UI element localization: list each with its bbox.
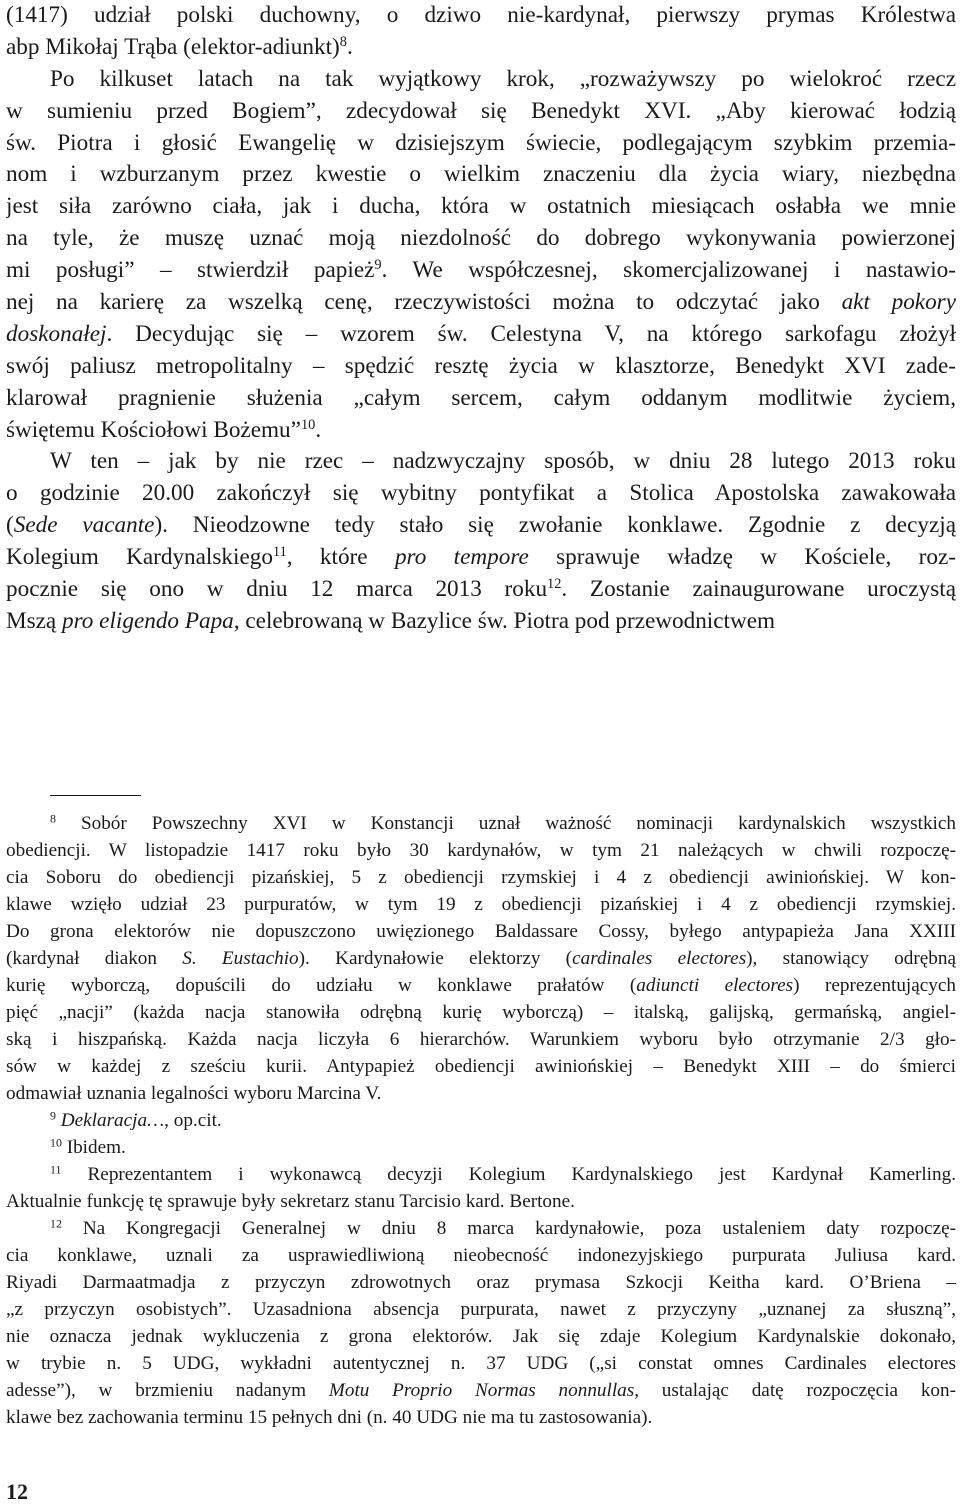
italic-text: S. Eustachio	[182, 948, 299, 969]
text-run: . Decydując się – wzorem św. Celestyna V, na którego sarkofagu złożył	[106, 320, 956, 347]
footnote-line	[6, 837, 956, 864]
body-line	[6, 510, 956, 542]
text-run: , ustalając datę rozpoczęcia kon-	[634, 1380, 956, 1401]
text-run: o godzinie 20.00 zakończył się wybitny pontyfikat a Stolica Apostolska zawakowała	[6, 480, 956, 507]
body-line	[6, 574, 956, 606]
text-run: cia konklawe, uznali za usprawiedliwioną nieobecność indonezyjskiego purpurata Juliusa kard.	[6, 1245, 956, 1266]
body-line	[6, 32, 956, 64]
footnote-line	[6, 999, 956, 1026]
footnotes	[6, 810, 956, 1431]
footnote-ref: 12	[547, 576, 562, 593]
body-line	[6, 159, 956, 191]
footnote-ref: 9	[374, 257, 382, 274]
text-run: klawe wzięło udział 23 purpuratów, w tym 19 z obediencji pizańskiej i 4 z obediencji rzymskiej.	[6, 894, 956, 915]
footnote-line	[6, 1350, 956, 1377]
text-run: Ibidem.	[61, 1137, 126, 1158]
body-line	[6, 415, 956, 447]
text-run: na tyle, że muszę uznać moją niezdolność do dobrego wykonywania powierzonej	[6, 225, 956, 252]
italic-text: Deklaracja…	[60, 1110, 165, 1131]
page-number: 12	[6, 1479, 28, 1504]
footnote-line	[6, 810, 956, 837]
italic-text: pro tempore	[394, 544, 529, 571]
text-run: Mszą	[6, 607, 63, 634]
footnote-line	[6, 1053, 956, 1080]
footnote-line	[6, 1107, 956, 1134]
text-run: adesse”), w brzmieniu nadanym	[6, 1380, 329, 1401]
italic-text: akt pokory	[841, 289, 956, 316]
text-run: Sobór Powszechny XVI w Konstancji uznał ważność nominacji kardynalskich wszystkich	[55, 813, 956, 834]
footnote-line	[6, 1026, 956, 1053]
footnote-line	[6, 1377, 956, 1404]
footnote-line	[6, 864, 956, 891]
footnote-ref: 10	[300, 416, 316, 433]
text-run: w sumieniu przed Bogiem”, zdecydował się Benedykt XVI. „Aby kierować łodzią	[6, 97, 956, 124]
text-run: Aktualnie funkcję tę sprawuje były sekretarz stanu Tarcisio kard. Bertone.	[6, 1191, 575, 1212]
footnote-ref: 12	[50, 1216, 62, 1231]
italic-text: Sede vacante	[13, 512, 155, 539]
text-run: jest siła zarówno ciała, jak i ducha, która w ostatnich miesiącach osłabła we mnie	[6, 193, 956, 220]
text-run: nie oznacza jednak wykluczenia z grona elektorów. Jak się zdaje Kolegium Kardynalskie dokonało,	[6, 1326, 956, 1347]
italic-text: doskonałej	[6, 320, 107, 347]
text-run: klarował pragnienie służenia „całym sercem, całym oddanym modlitwie życiem,	[6, 384, 956, 411]
footnote-line	[6, 918, 956, 945]
text-run: sów w każdej z sześciu kurii. Antypapież obediencji awiniońskiej – Benedykt XIII – do śmierci	[6, 1056, 956, 1077]
body-line	[6, 191, 956, 223]
footnote-line	[6, 1188, 956, 1215]
footnote-line	[6, 1215, 956, 1242]
body-line	[6, 383, 956, 415]
text-run: Kolegium Kardynalskiego	[6, 544, 273, 571]
text-run: nej na karierę za wszelką cenę, rzeczywistości można to odczytać jako	[6, 289, 842, 316]
text-run: świętemu Kościołowi Bożemu”	[6, 416, 301, 443]
italic-text: Motu Proprio Normas nonnullas	[328, 1380, 635, 1401]
text-run: św. Piotra i głosić Ewangelię w dzisiejszym świecie, podlegającym szybkim przemia-	[6, 129, 956, 156]
text-run: .	[315, 416, 322, 443]
body-line	[6, 96, 956, 128]
body-line	[6, 478, 956, 510]
text-run: Do grona elektorów nie dopuszczono uwięzionego Baldassare Cossy, byłego antypapieża Jana XXIII	[6, 921, 956, 942]
footnote-line	[6, 1161, 956, 1188]
footnote-line	[6, 1080, 956, 1107]
text-run: , które	[286, 544, 395, 571]
text-run: ską i hiszpańską. Każda nacja liczyła 6 hierarchów. Warunkiem wyboru było otrzymanie 2/3 gło-	[6, 1029, 956, 1050]
footnote-separator	[50, 795, 141, 796]
body-line	[6, 255, 956, 287]
text-run: odmawiał uznania legalności wyboru Marcina V.	[6, 1083, 382, 1104]
text-run: „z przyczyn osobistych”. Uzasadniona absencja purpurata, nawet z przyczyny „uznanej za słuszną”,	[6, 1299, 956, 1320]
text-run: w trybie n. 5 UDG, wykładni autentycznej n. 37 UDG („si constat omnes Cardinales electores	[6, 1353, 956, 1374]
footnote-line	[6, 891, 956, 918]
footnote-ref: 8	[339, 33, 347, 50]
text-run: Reprezentantem i wykonawcą decyzji Kolegium Kardynalskiego jest Kardynał Kamerling.	[61, 1164, 956, 1185]
text-run: sprawuje władzę w Kościele, roz-	[528, 544, 956, 571]
footnote-ref: 11	[272, 544, 287, 561]
text-run: kurię wyborczą, dopuścili do udziału w konklawe prałatów (	[6, 975, 637, 996]
footnote-line	[6, 945, 956, 972]
footnote-line	[6, 972, 956, 999]
text-run: ). Kardynałowie elektorzy (	[298, 948, 573, 969]
text-run: Riyadi Darmaatmadja z przyczyn zdrowotnych oraz prymasa Szkocji Keitha kard. O’Briena –	[6, 1272, 956, 1293]
text-run: pocznie się ono w dniu 12 marca 2013 roku	[6, 576, 548, 603]
text-run: ), stanowiący odrębną	[746, 948, 956, 969]
text-run: nom i wzburzanym przez kwestie o wielkim znaczeniu dla życia wiary, niezbędna	[6, 161, 956, 188]
text-run: Na Kongregacji Generalnej w dniu 8 marca kardynałowie, poza ustaleniem daty rozpoczę-	[61, 1218, 956, 1239]
text-run: mi posługi” – stwierdził papież	[6, 257, 375, 284]
italic-text: adiuncti electores	[636, 975, 794, 996]
text-run: Po kilkuset latach na tak wyjątkowy krok, „rozważywszy po wielokroć rzecz	[50, 65, 956, 92]
text-run: , celebrowaną w Bazylice św. Piotra pod przewodnictwem	[233, 607, 776, 634]
footnote-line	[6, 1242, 956, 1269]
body-line	[6, 64, 956, 96]
body-line	[6, 351, 956, 383]
main-text	[6, 0, 956, 638]
text-run: cia Soboru do obediencji pizańskiej, 5 z obediencji rzymskiej i 4 z obediencji awiniońskiej. W kon-	[6, 867, 956, 888]
body-line	[6, 0, 956, 32]
text-run: klawe bez zachowania terminu 15 pełnych dni (n. 40 UDG nie ma tu zastosowania).	[6, 1407, 653, 1428]
body-line	[6, 542, 956, 574]
italic-text: pro eligendo Papa	[62, 607, 234, 634]
text-run: abp Mikołaj Trąba (elektor-adiunkt)	[6, 33, 340, 60]
body-line	[6, 446, 956, 478]
footnote-line	[6, 1323, 956, 1350]
body-line	[6, 128, 956, 160]
text-run: pięć „nacji” (każda nacja stanowiła odrębną kurię wyborczą) – italską, galijską, germańską, angiel-	[6, 1002, 956, 1023]
text-run: (	[6, 512, 14, 539]
footnote-line	[6, 1269, 956, 1296]
text-run: . We współczesnej, skomercjalizowanej i nastawio-	[381, 257, 956, 284]
footnote-ref: 10	[50, 1135, 62, 1150]
text-run: . Zostanie zainaugurowane uroczystą	[561, 576, 956, 603]
body-line	[6, 223, 956, 255]
text-run: W ten – jak by nie rzec – nadzwyczajny sposób, w dniu 28 lutego 2013 roku	[50, 448, 956, 475]
footnote-ref: 9	[50, 1108, 56, 1123]
footnote-line	[6, 1134, 956, 1161]
text-run: .	[346, 33, 353, 60]
footnote-line	[6, 1404, 956, 1431]
text-run: obediencji. W listopadzie 1417 roku było 30 kardynałów, w tym 21 należących w chwili rozpoczę-	[6, 840, 956, 861]
italic-text: cardinales electores	[572, 948, 747, 969]
footnote-ref: 8	[50, 811, 56, 826]
text-run: ) reprezentujących	[793, 975, 956, 996]
footnote-line	[6, 1296, 956, 1323]
text-run: (1417) udział polski duchowny, o dziwo nie-kardynał, pierwszy prymas Królestwa	[6, 2, 956, 28]
text-run: , op.cit.	[164, 1110, 222, 1131]
text-run: swój paliusz metropolitalny – spędzić resztę życia w klasztorze, Benedykt XVI zade-	[6, 352, 956, 379]
text-run: (kardynał diakon	[6, 948, 183, 969]
footnote-ref: 11	[50, 1162, 62, 1177]
body-line	[6, 606, 956, 638]
text-run: ). Nieodzowne tedy stało się zwołanie konklawe. Zgodnie z decyzją	[154, 512, 956, 539]
body-line	[6, 287, 956, 319]
body-line	[6, 319, 956, 351]
